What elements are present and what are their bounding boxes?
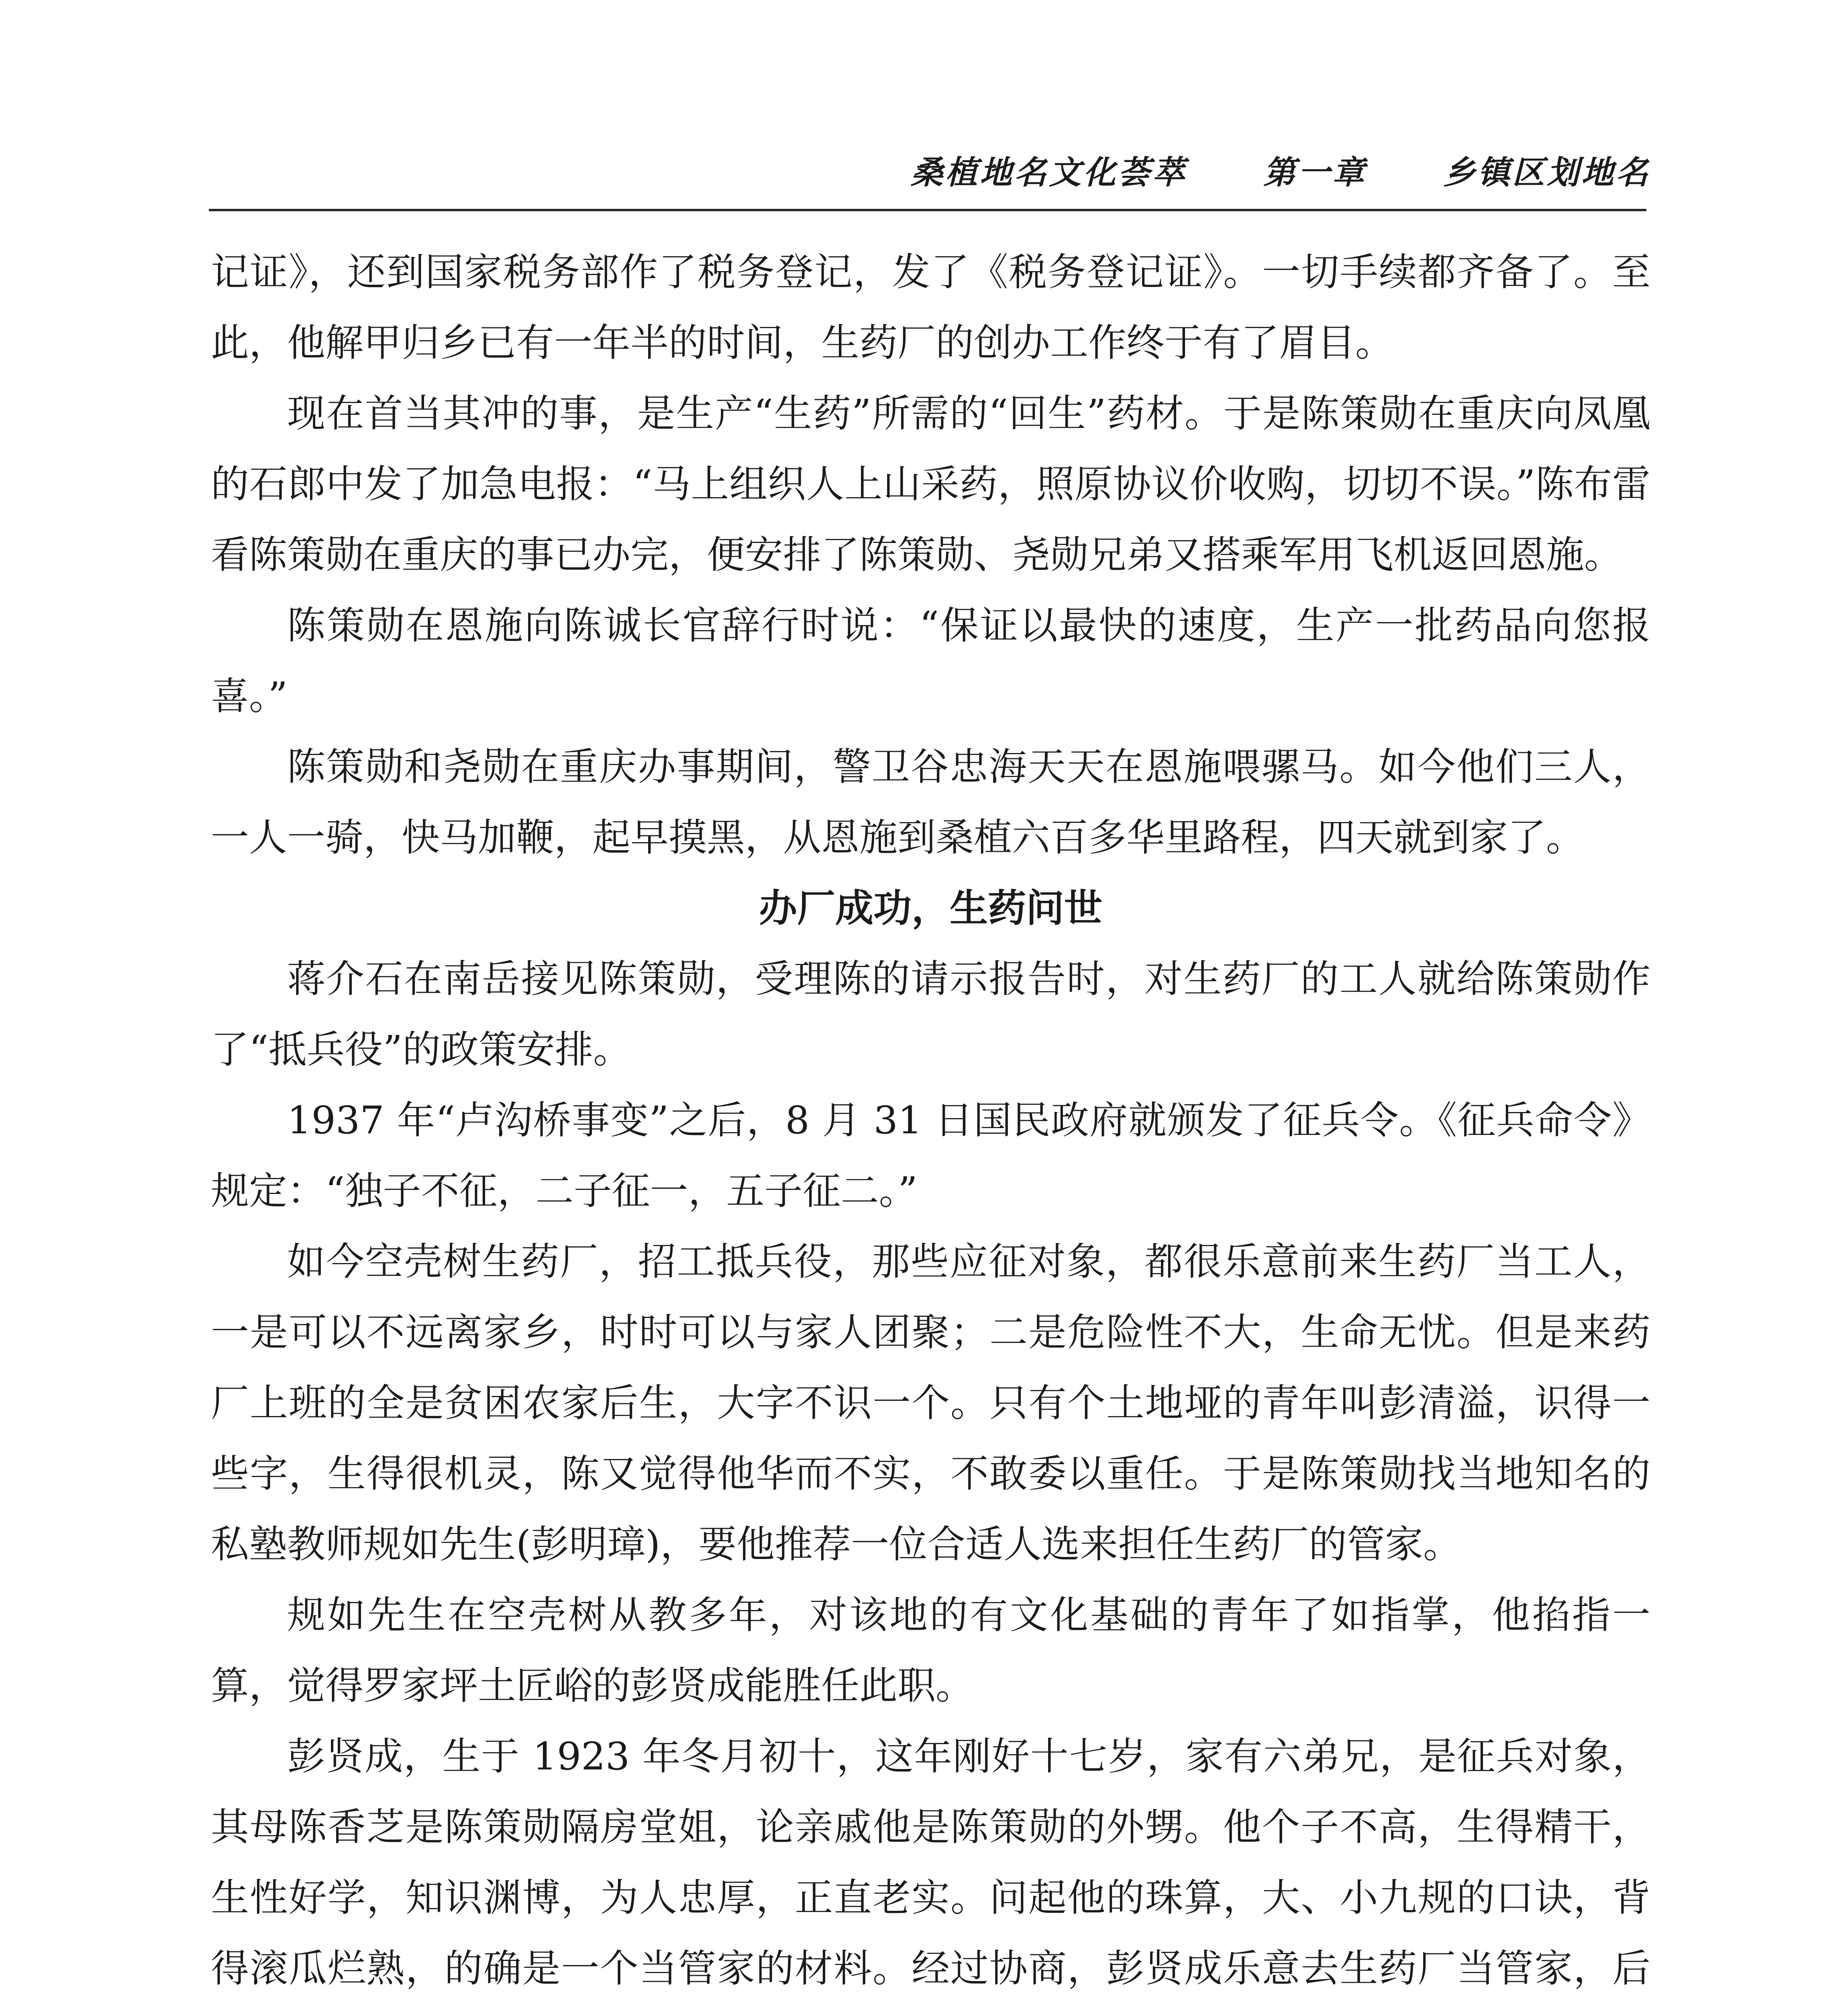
section-heading: 办厂成功，生药问世 [759,886,1102,931]
chapter-label: 第一章 [1263,153,1367,191]
paragraph: 陈策勋在恩施向陈诚长官辞行时说：“保证以最快的速度，生产一批药品向您报喜。” [211,604,1650,718]
paragraph: 记证》，还到国家税务部作了税务登记，发了《税务登记证》。一切手续都齐备了。至此，他解甲归乡已有一年半的时间，生药厂的创办工作终于有了眉目。 [211,250,1650,365]
section-label: 乡镇区划地名 [1443,153,1650,191]
paragraph: 彭贤成，生于 1923 年冬月初十，这年刚好十七岁，家有六弟兄，是征兵对象，其母陈香芝是陈策勋隔房堂姐，论亲戚他是陈策勋的外甥。他个子不高，生得精干，生性好学，知识渊博，为人忠厚，正直老实。问起他的珠算，大、小九规的口诀，背得滚瓜烂熟，的确是一个当管家的材料。经过协商，彭贤成乐意去生药厂当管家，后 [211,1735,1650,1991]
paragraph: 蒋介石在南岳接见陈策勋，受理陈的请示报告时，对生药厂的工人就给陈策勋作了“抵兵役”的政策安排。 [211,957,1650,1072]
paragraph: 现在首当其冲的事，是生产“生药”所需的“回生”药材。于是陈策勋在重庆向凤凰的石郎中发了加急电报：“马上组织人上山采药，照原协议价收购，切切不误。”陈布雷看陈策勋在重庆的事已办完，便安排了陈策勋、尧勋兄弟又搭乘军用飞机返回恩施。 [211,392,1650,577]
header-rule [209,209,1646,211]
paragraph: 如今空壳树生药厂，招工抵兵役，那些应征对象，都很乐意前来生药厂当工人，一是可以不远离家乡，时时可以与家人团聚；二是危险性不大，生命无忧。但是来药厂上班的全是贫困农家后生，大字不识一个。只有个土地垭的青年叫彭清溢，识得一些字，生得很机灵，陈又觉得他华而不实，不敢委以重任。于是陈策勋找当地知名的私塾教师规如先生(彭明璋)，要他推荐一位合适人选来担任生药厂的管家。 [211,1240,1650,1567]
paragraph: 规如先生在空壳树从教多年，对该地的有文化基础的青年了如指掌，他掐指一算，觉得罗家坪土匠峪的彭贤成能胜任此职。 [211,1593,1650,1708]
paragraph: 陈策勋和尧勋在重庆办事期间，警卫谷忠海天天在恩施喂骡马。如今他们三人，一人一骑，快马加鞭，起早摸黑，从恩施到桑植六百多华里路程，四天就到家了。 [211,745,1650,860]
running-header [209,147,1650,199]
book-title: 桑植地名文化荟萃 [911,153,1187,191]
body-text [211,237,1650,2008]
paragraph: 1937 年“卢沟桥事变”之后，8 月 31 日国民政府就颁发了征兵令。《征兵命令》规定：“独子不征，二子征一，五子征二。” [211,1098,1650,1213]
